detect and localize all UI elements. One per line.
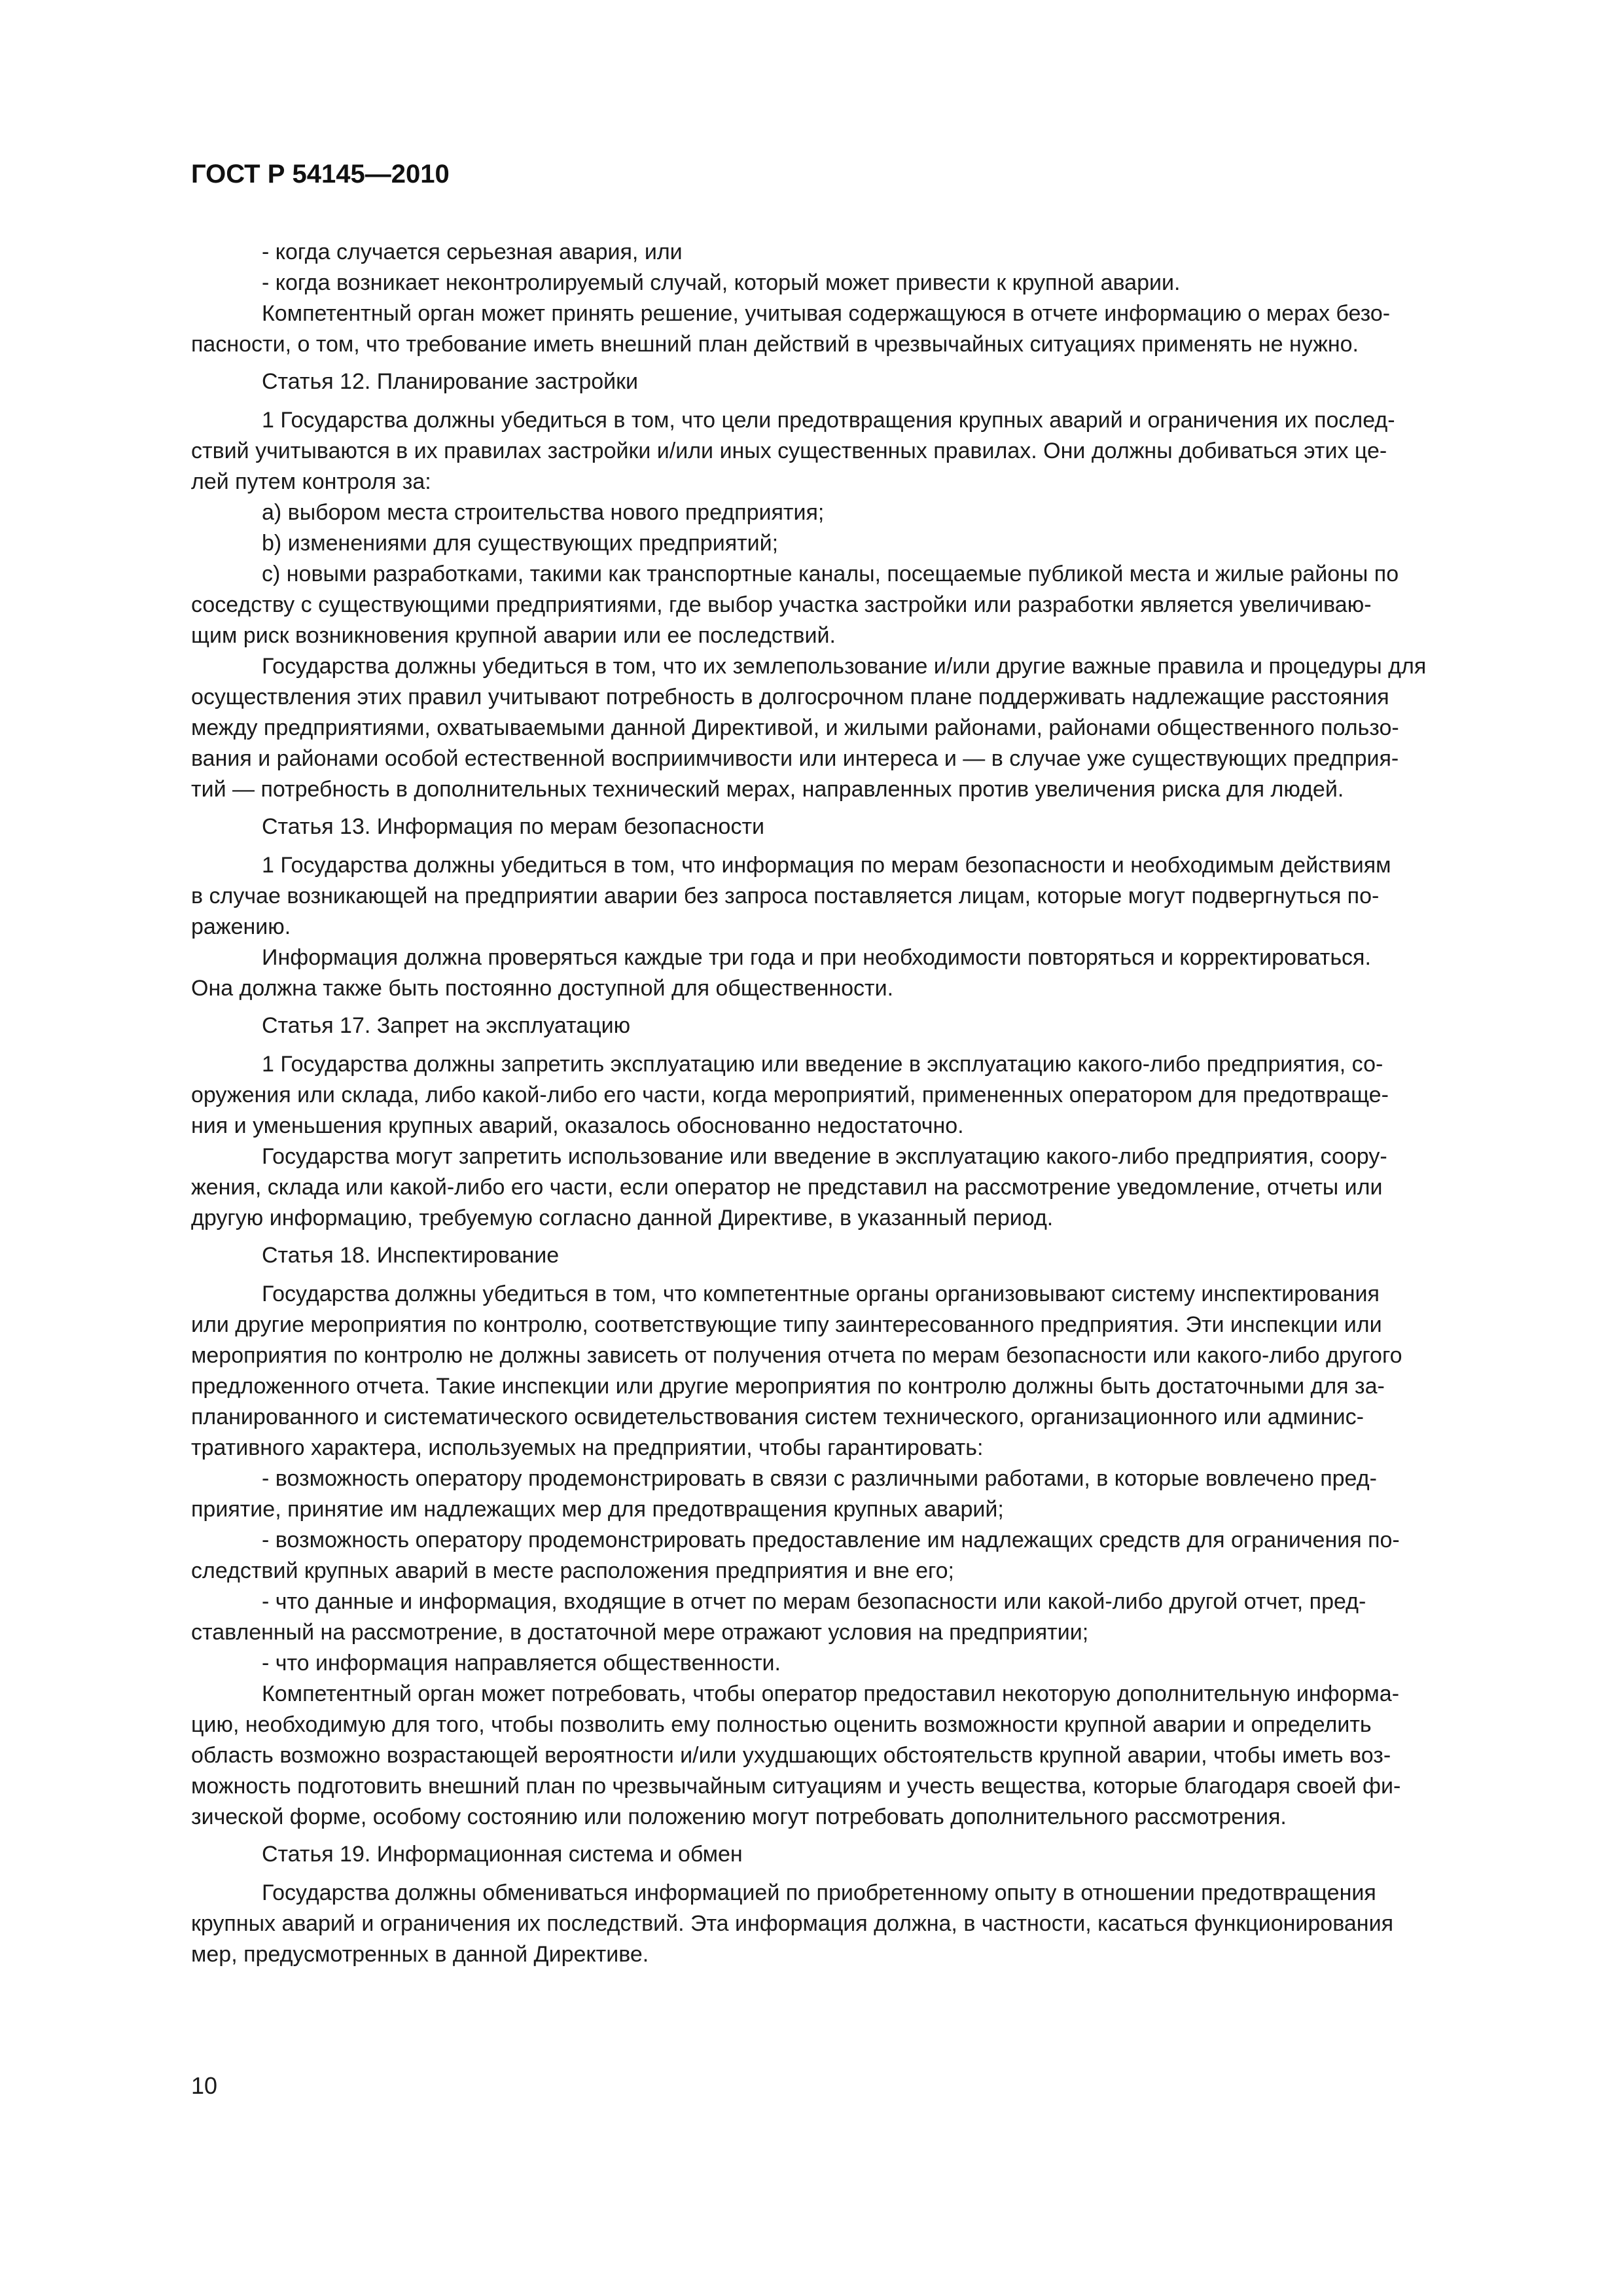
text-line: Государства могут запретить использование или введение в эксплуатацию какого-либо предприятия, соору- [262,1144,1387,1169]
text-line: Государства должны убедиться в том, что компетентные органы организовывают систему инспектирования [262,1282,1380,1306]
text-line: приятие, принятие им надлежащих мер для предотвращения крупных аварий; [191,1497,1004,1522]
text-line: осуществления этих правил учитывают потребность в долгосрочном плане поддерживать надлежащие расстояния [191,685,1389,709]
text-line: ствий учитываются в их правилах застройки и/или иных существенных правилах. Они должны добиваться этих це- [191,439,1387,463]
text-line: - когда возникает неконтролируемый случай, который может привести к крупной аварии. [262,270,1181,295]
text-line: тий — потребность в дополнительных технический мерах, направленных против увеличения риска для людей. [191,777,1344,802]
text-line: лей путем контроля за: [191,469,431,494]
text-line: мер, предусмотренных в данной Директиве. [191,1942,649,1967]
text-line: 1 Государства должны убедиться в том, что цели предотвращения крупных аварий и ограничения их послед- [262,408,1395,433]
text-line: с) новыми разработками, такими как транспортные каналы, посещаемые публикой места и жилые районы по [262,562,1399,586]
text-line: а) выбором места строительства нового предприятия; [262,500,825,525]
document-body [191,237,1497,1970]
text-line: между предприятиями, охватываемыми данной Директивой, и жилыми районами, районами общественного пользо- [191,715,1399,740]
text-line: можность подготовить внешний план по чрезвычайным ситуациям и учесть вещества, которые благодаря своей фи- [191,1774,1401,1799]
article-heading: Статья 13. Информация по мерам безопасности [262,814,765,839]
text-line: - возможность оператору продемонстрировать в связи с различными работами, в которые вовлечено пред- [262,1466,1377,1491]
article-heading: Статья 17. Запрет на эксплуатацию [262,1013,631,1038]
text-line: другую информацию, требуемую согласно данной Директиве, в указанный период. [191,1206,1054,1230]
article-heading: Статья 18. Инспектирование [262,1243,560,1268]
text-line: Государства должны обмениваться информацией по приобретенному опыту в отношении предотвращения [262,1880,1376,1905]
document-header: ГОСТ Р 54145—2010 [191,160,450,188]
text-line: вания и районами особой естественной восприимчивости или интереса и — в случае уже существующих предприя- [191,746,1399,771]
text-line: предложенного отчета. Такие инспекции или другие мероприятия по контролю должны быть достаточными для за- [191,1374,1385,1399]
text-line: планированного и систематического освидетельствования систем технического, организационного или админис- [191,1405,1364,1429]
text-line: b) изменениями для существующих предприятий; [262,531,779,556]
text-line: крупных аварий и ограничения их последствий. Эта информация должна, в частности, касаться функционирования [191,1911,1393,1936]
text-line: тративного характера, используемых на предприятии, чтобы гарантировать: [191,1435,984,1460]
text-line: зической форме, особому состоянию или положению могут потребовать дополнительного рассмотрения. [191,1804,1287,1829]
text-line: Государства должны убедиться в том, что их землепользование и/или другие важные правила и процедуры для [262,654,1427,679]
text-line: Компетентный орган может принять решение, учитывая содержащуюся в отчете информацию о мерах безо- [262,301,1391,326]
text-line: область возможно возрастающей вероятности и/или ухудшающих обстоятельств крупной аварии, чтобы иметь воз- [191,1743,1391,1768]
text-line: Компетентный орган может потребовать, чтобы оператор предоставил некоторую дополнительную информа- [262,1681,1400,1706]
text-line: щим риск возникновения крупной аварии или ее последствий. [191,623,836,648]
text-line: 1 Государства должны убедиться в том, что информация по мерам безопасности и необходимым действиям [262,853,1391,878]
text-line: - когда случается серьезная авария, или [262,240,683,264]
text-line: пасности, о том, что требование иметь внешний план действий в чрезвычайных ситуациях применять не нужно. [191,332,1359,357]
article-heading: Статья 12. Планирование застройки [262,369,638,394]
text-line: мероприятия по контролю не должны зависеть от получения отчета по мерам безопасности или какого-либо другого [191,1343,1402,1368]
text-line: ставленный на рассмотрение, в достаточной мере отражают условия на предприятии; [191,1620,1089,1645]
text-line: или другие мероприятия по контролю, соответствующие типу заинтересованного предприятия. Эти инспекции или [191,1312,1382,1337]
text-line: 1 Государства должны запретить эксплуатацию или введение в эксплуатацию какого-либо предприятия, со- [262,1052,1383,1077]
text-line: - что данные и информация, входящие в отчет по мерам безопасности или какой-либо другой отчет, пред- [262,1589,1366,1614]
text-line: Она должна также быть постоянно доступной для общественности. [191,976,894,1001]
text-line: оружения или склада, либо какой-либо его части, когда мероприятий, примененных оператором для предотвраще- [191,1083,1389,1107]
text-line: соседству с существующими предприятиями, где выбор участка застройки или разработки является увеличиваю- [191,592,1372,617]
text-line: жения, склада или какой-либо его части, если оператор не представил на рассмотрение уведомление, отчеты или [191,1175,1383,1200]
article-heading: Статья 19. Информационная система и обмен [262,1842,743,1867]
text-line: в случае возникающей на предприятии аварии без запроса поставляется лицам, которые могут подвергнуться по- [191,884,1380,908]
text-line: цию, необходимую для того, чтобы позволить ему полностью оценить возможности крупной аварии и определить [191,1712,1372,1737]
page-number: 10 [191,2072,218,2099]
text-line: - что информация направляется общественности. [262,1651,781,1676]
text-line: ражению. [191,914,291,939]
text-line: - возможность оператору продемонстрировать предоставление им надлежащих средств для ограничения по- [262,1528,1400,1552]
text-line: ния и уменьшения крупных аварий, оказалось обоснованно недостаточно. [191,1113,964,1138]
text-line: Информация должна проверяться каждые три года и при необходимости повторяться и корректироваться. [262,945,1371,970]
text-line: следствий крупных аварий в месте расположения предприятия и вне его; [191,1558,954,1583]
